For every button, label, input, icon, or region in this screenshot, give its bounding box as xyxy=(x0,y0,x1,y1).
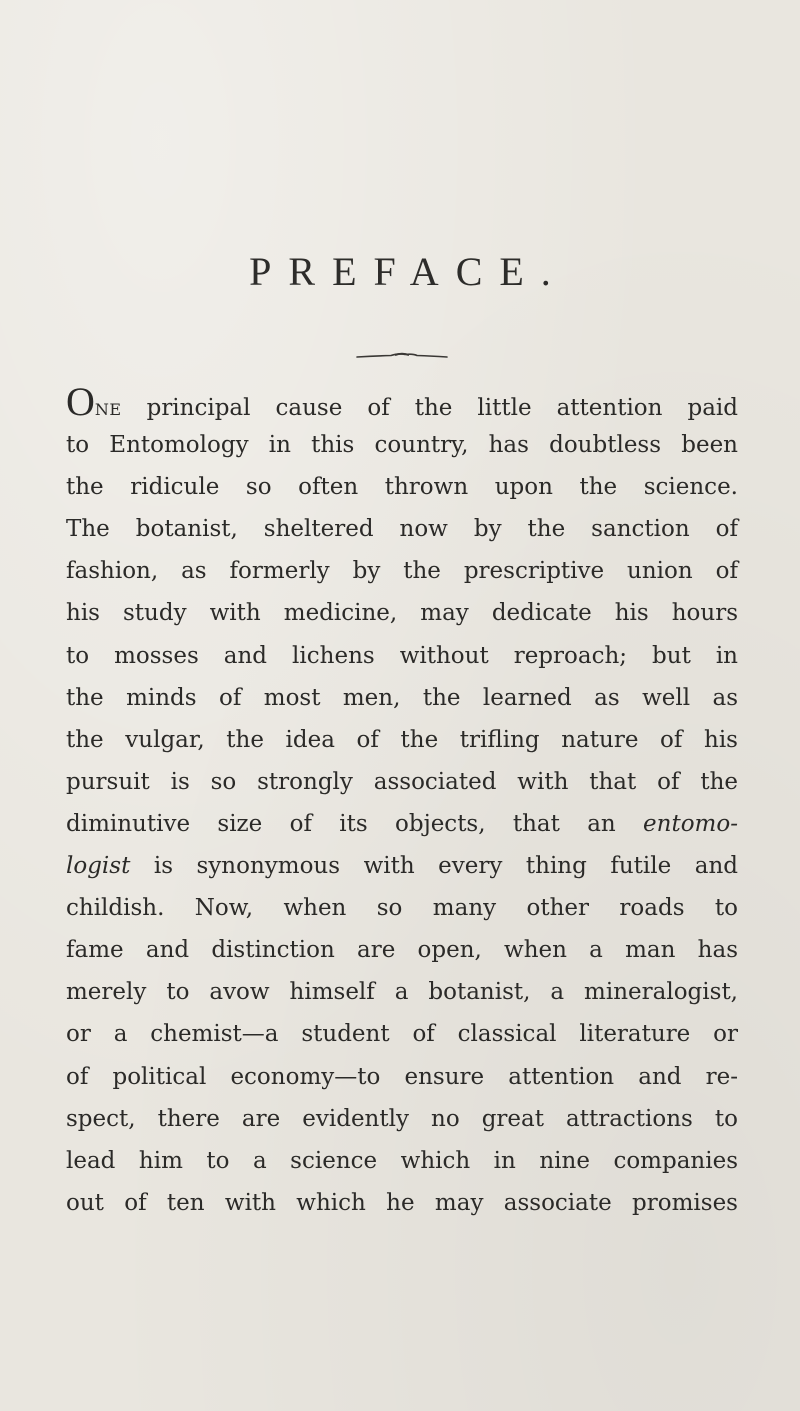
text-line: the vulgar, the idea of the trifling nature of his xyxy=(66,726,738,753)
line-text: diminutive size of its objects, that an xyxy=(66,810,644,837)
preface-body xyxy=(66,379,739,1224)
italic-word: logist xyxy=(66,853,131,880)
text-line: merely to avow himself a botanist, a mineralogist, xyxy=(66,979,738,1006)
text-line: fashion, as formerly by the prescriptive union of xyxy=(66,558,738,585)
drop-letter: O xyxy=(66,379,95,424)
text-line: pursuit is so strongly associated with that of the xyxy=(66,768,738,795)
italic-word: entomo- xyxy=(643,810,738,837)
small-caps: NE xyxy=(94,400,122,419)
text-line: or a chemist—a student of classical literature or xyxy=(66,1021,738,1048)
text-line: out of ten with which he may associate promises xyxy=(66,1189,738,1216)
text-line: to Entomology in this country, has doubtless been xyxy=(66,432,738,459)
text-line xyxy=(66,379,738,424)
text-line: the minds of most men, the learned as well as xyxy=(66,684,738,711)
text-line: The botanist, sheltered now by the sanction of xyxy=(66,516,738,543)
line-text: principal cause of the little attention paid xyxy=(121,395,738,421)
text-line: to mosses and lichens without reproach; but in xyxy=(66,642,738,669)
text-line: his study with medicine, may dedicate his hours xyxy=(66,600,738,627)
text-line: lead him to a science which in nine companies xyxy=(66,1147,738,1174)
text-line: the ridicule so often thrown upon the science. xyxy=(66,474,738,501)
text-line: fame and distinction are open, when a man has xyxy=(66,937,738,964)
line-text: is synonymous with every thing futile and xyxy=(153,853,739,880)
text-line: spect, there are evidently no great attractions to xyxy=(66,1105,738,1132)
page-title: PREFACE. xyxy=(249,249,568,294)
ornament-divider-icon xyxy=(355,352,449,360)
text-line: childish. Now, when so many other roads to xyxy=(66,895,738,922)
text-line xyxy=(66,803,738,845)
text-line xyxy=(66,845,738,887)
text-line: of political economy—to ensure attention and re- xyxy=(66,1063,738,1090)
